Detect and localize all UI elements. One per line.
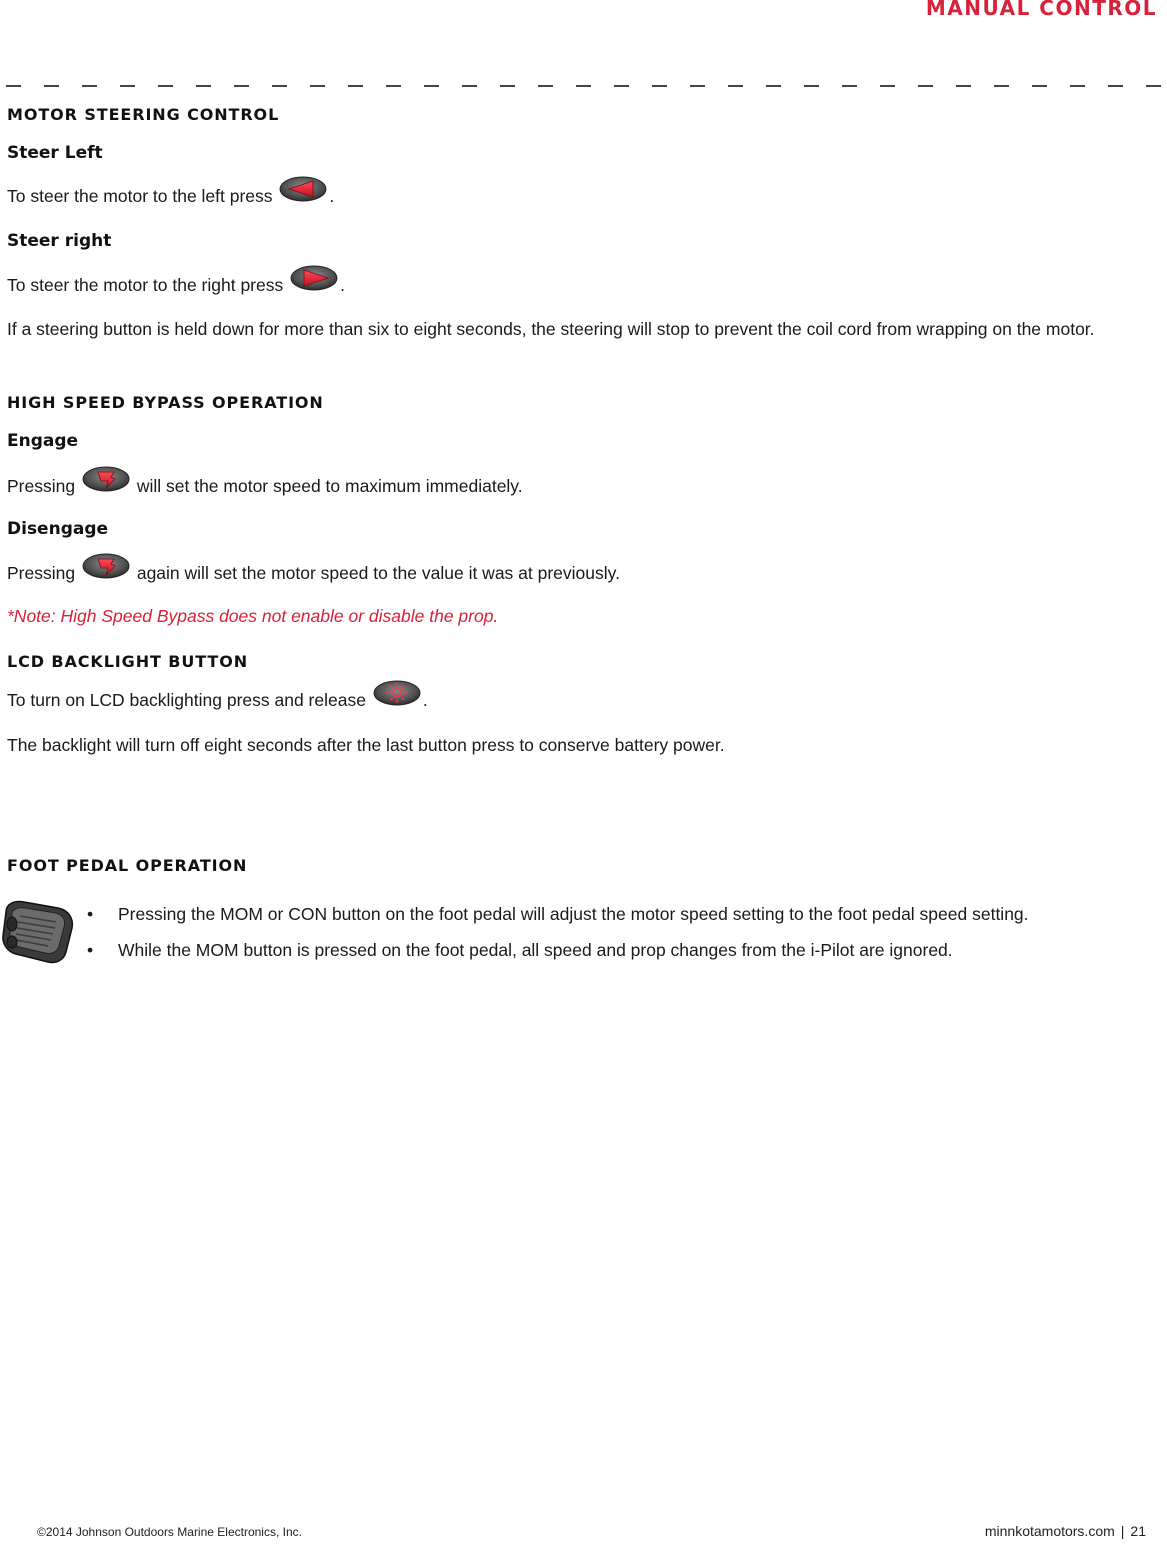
steer-left-text: To steer the motor to the left press [7,186,273,206]
engage-title: Engage [7,431,79,451]
steer-right-title: Steer right [7,231,112,251]
high-speed-bypass-button-icon [82,466,130,502]
steer-left-period: . [329,186,335,206]
lcd-backlight-instruction [7,684,428,716]
foot-pedal-heading: FOOT PEDAL OPERATION [7,856,248,875]
page-number: 21 [1130,1523,1146,1539]
foot-pedal-bullet-text: Pressing the MOM or CON button on the foot pedal will adjust the motor speed setting to the foot pedal speed setting. [118,904,1029,924]
foot-pedal-image [0,894,76,971]
lcd-backlight-off-text: The backlight will turn off eight seconds after the last button press to conserve battery power. [7,735,725,755]
high-speed-bypass-button-icon [82,553,130,589]
disengage-instruction [7,557,620,589]
steer-left-title: Steer Left [7,143,103,163]
foot-pedal-bullet-text: While the MOM button is pressed on the foot pedal, all speed and prop changes from the i-Pilot are ignored. [118,940,953,960]
footer-separator: | [1120,1523,1125,1539]
footer-page-info [985,1523,1146,1539]
motor-steering-heading: MOTOR STEERING CONTROL [7,105,280,124]
disengage-text-after: again will set the motor speed to the value it was at previously. [136,563,620,583]
high-speed-heading: HIGH SPEED BYPASS OPERATION [7,393,324,412]
bullet-icon: • [87,940,94,960]
foot-pedal-bullet-list [87,904,1157,984]
steer-right-instruction [7,269,345,301]
lcd-backlight-text: To turn on LCD backlighting press and release [7,690,366,710]
left-arrow-button-icon [279,176,327,212]
steer-right-period: . [340,275,345,295]
footer-website-link[interactable]: minnkotamotors.com [984,1523,1115,1539]
backlight-button-icon [373,680,421,716]
disengage-title: Disengage [7,519,109,539]
high-speed-note: *Note: High Speed Bypass does not enable or disable the prop. [7,606,499,626]
right-arrow-button-icon [290,265,338,301]
steering-timeout-text: If a steering button is held down for more than six to eight seconds, the steering will stop to prevent the coil cord from wrapping on the motor. [7,319,1095,339]
lcd-backlight-period: . [422,690,428,710]
engage-instruction [7,470,523,502]
footer-copyright: ©2014 Johnson Outdoors Marine Electronics, Inc. [37,1525,302,1539]
bullet-icon: • [87,904,94,924]
steer-right-text: To steer the motor to the right press [7,275,284,295]
page-section-title: MANUAL CONTROL [925,0,1157,20]
engage-text-before: Pressing [7,476,76,496]
engage-text-after: will set the motor speed to maximum immediately. [136,476,523,496]
lcd-backlight-heading: LCD BACKLIGHT BUTTON [7,652,249,671]
disengage-text-before: Pressing [7,563,76,583]
steer-left-instruction [7,180,334,212]
header-dashed-rule [6,85,1167,87]
